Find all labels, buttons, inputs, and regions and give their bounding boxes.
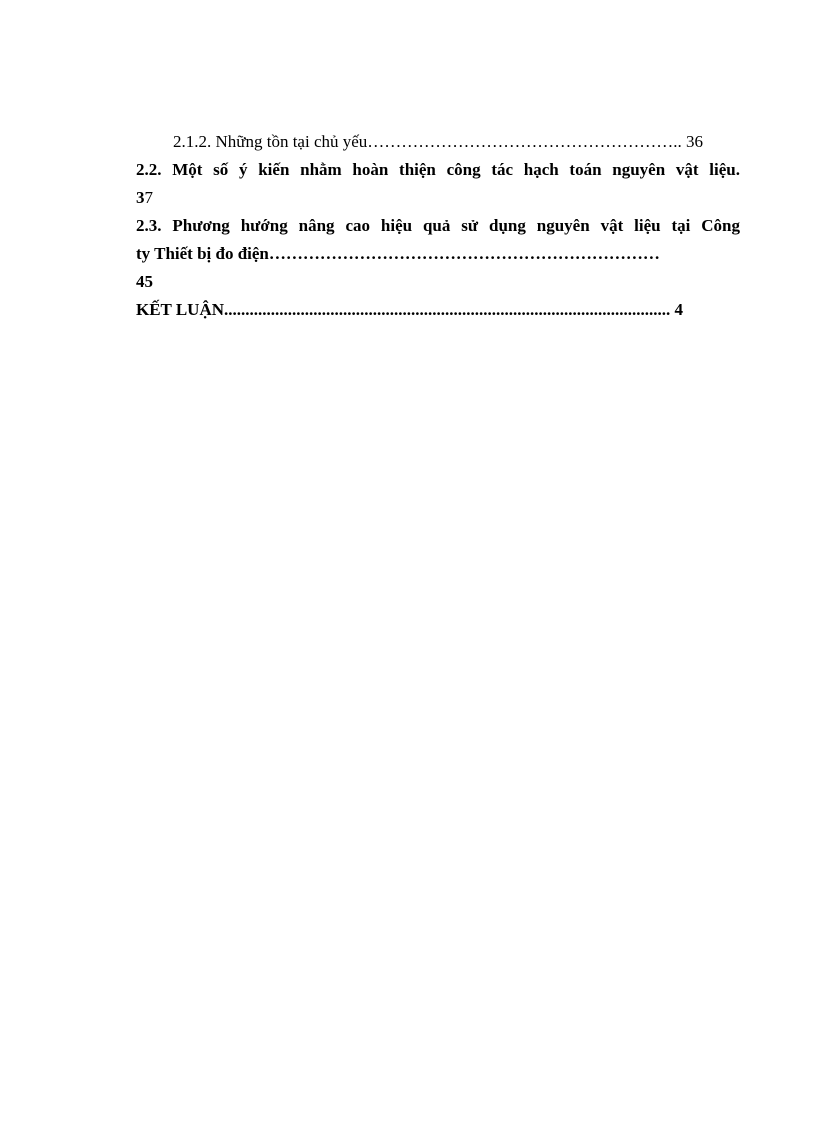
toc-entry-2-2-title[interactable]: 2.2. Một số ý kiến nhằm hoàn thiện công tác hạch toán nguyên vật liệu. bbox=[136, 160, 740, 179]
page-number-bold-part: 3 bbox=[136, 188, 145, 207]
toc-entry-2-3-title-line2[interactable]: ty Thiết bị đo điện…………………………………………………………… bbox=[136, 244, 660, 263]
page-number-normal-part: 7 bbox=[144, 188, 153, 207]
toc-entry-2-1-2[interactable]: 2.1.2. Những tồn tại chủ yếu……………………………………………….. 36 bbox=[173, 132, 704, 151]
toc-entry-2-3-title-line1[interactable]: 2.3. Phương hướng nâng cao hiệu quả sử dụng nguyên vật liệu tại Công bbox=[136, 216, 740, 235]
table-of-contents bbox=[136, 128, 740, 324]
toc-entry-ket-luan[interactable]: KẾT LUẬN......................................................................................................... 4 bbox=[136, 300, 684, 319]
toc-entry-2-3-page: 45 bbox=[136, 272, 153, 291]
toc-entry-2-2-page bbox=[136, 184, 740, 212]
